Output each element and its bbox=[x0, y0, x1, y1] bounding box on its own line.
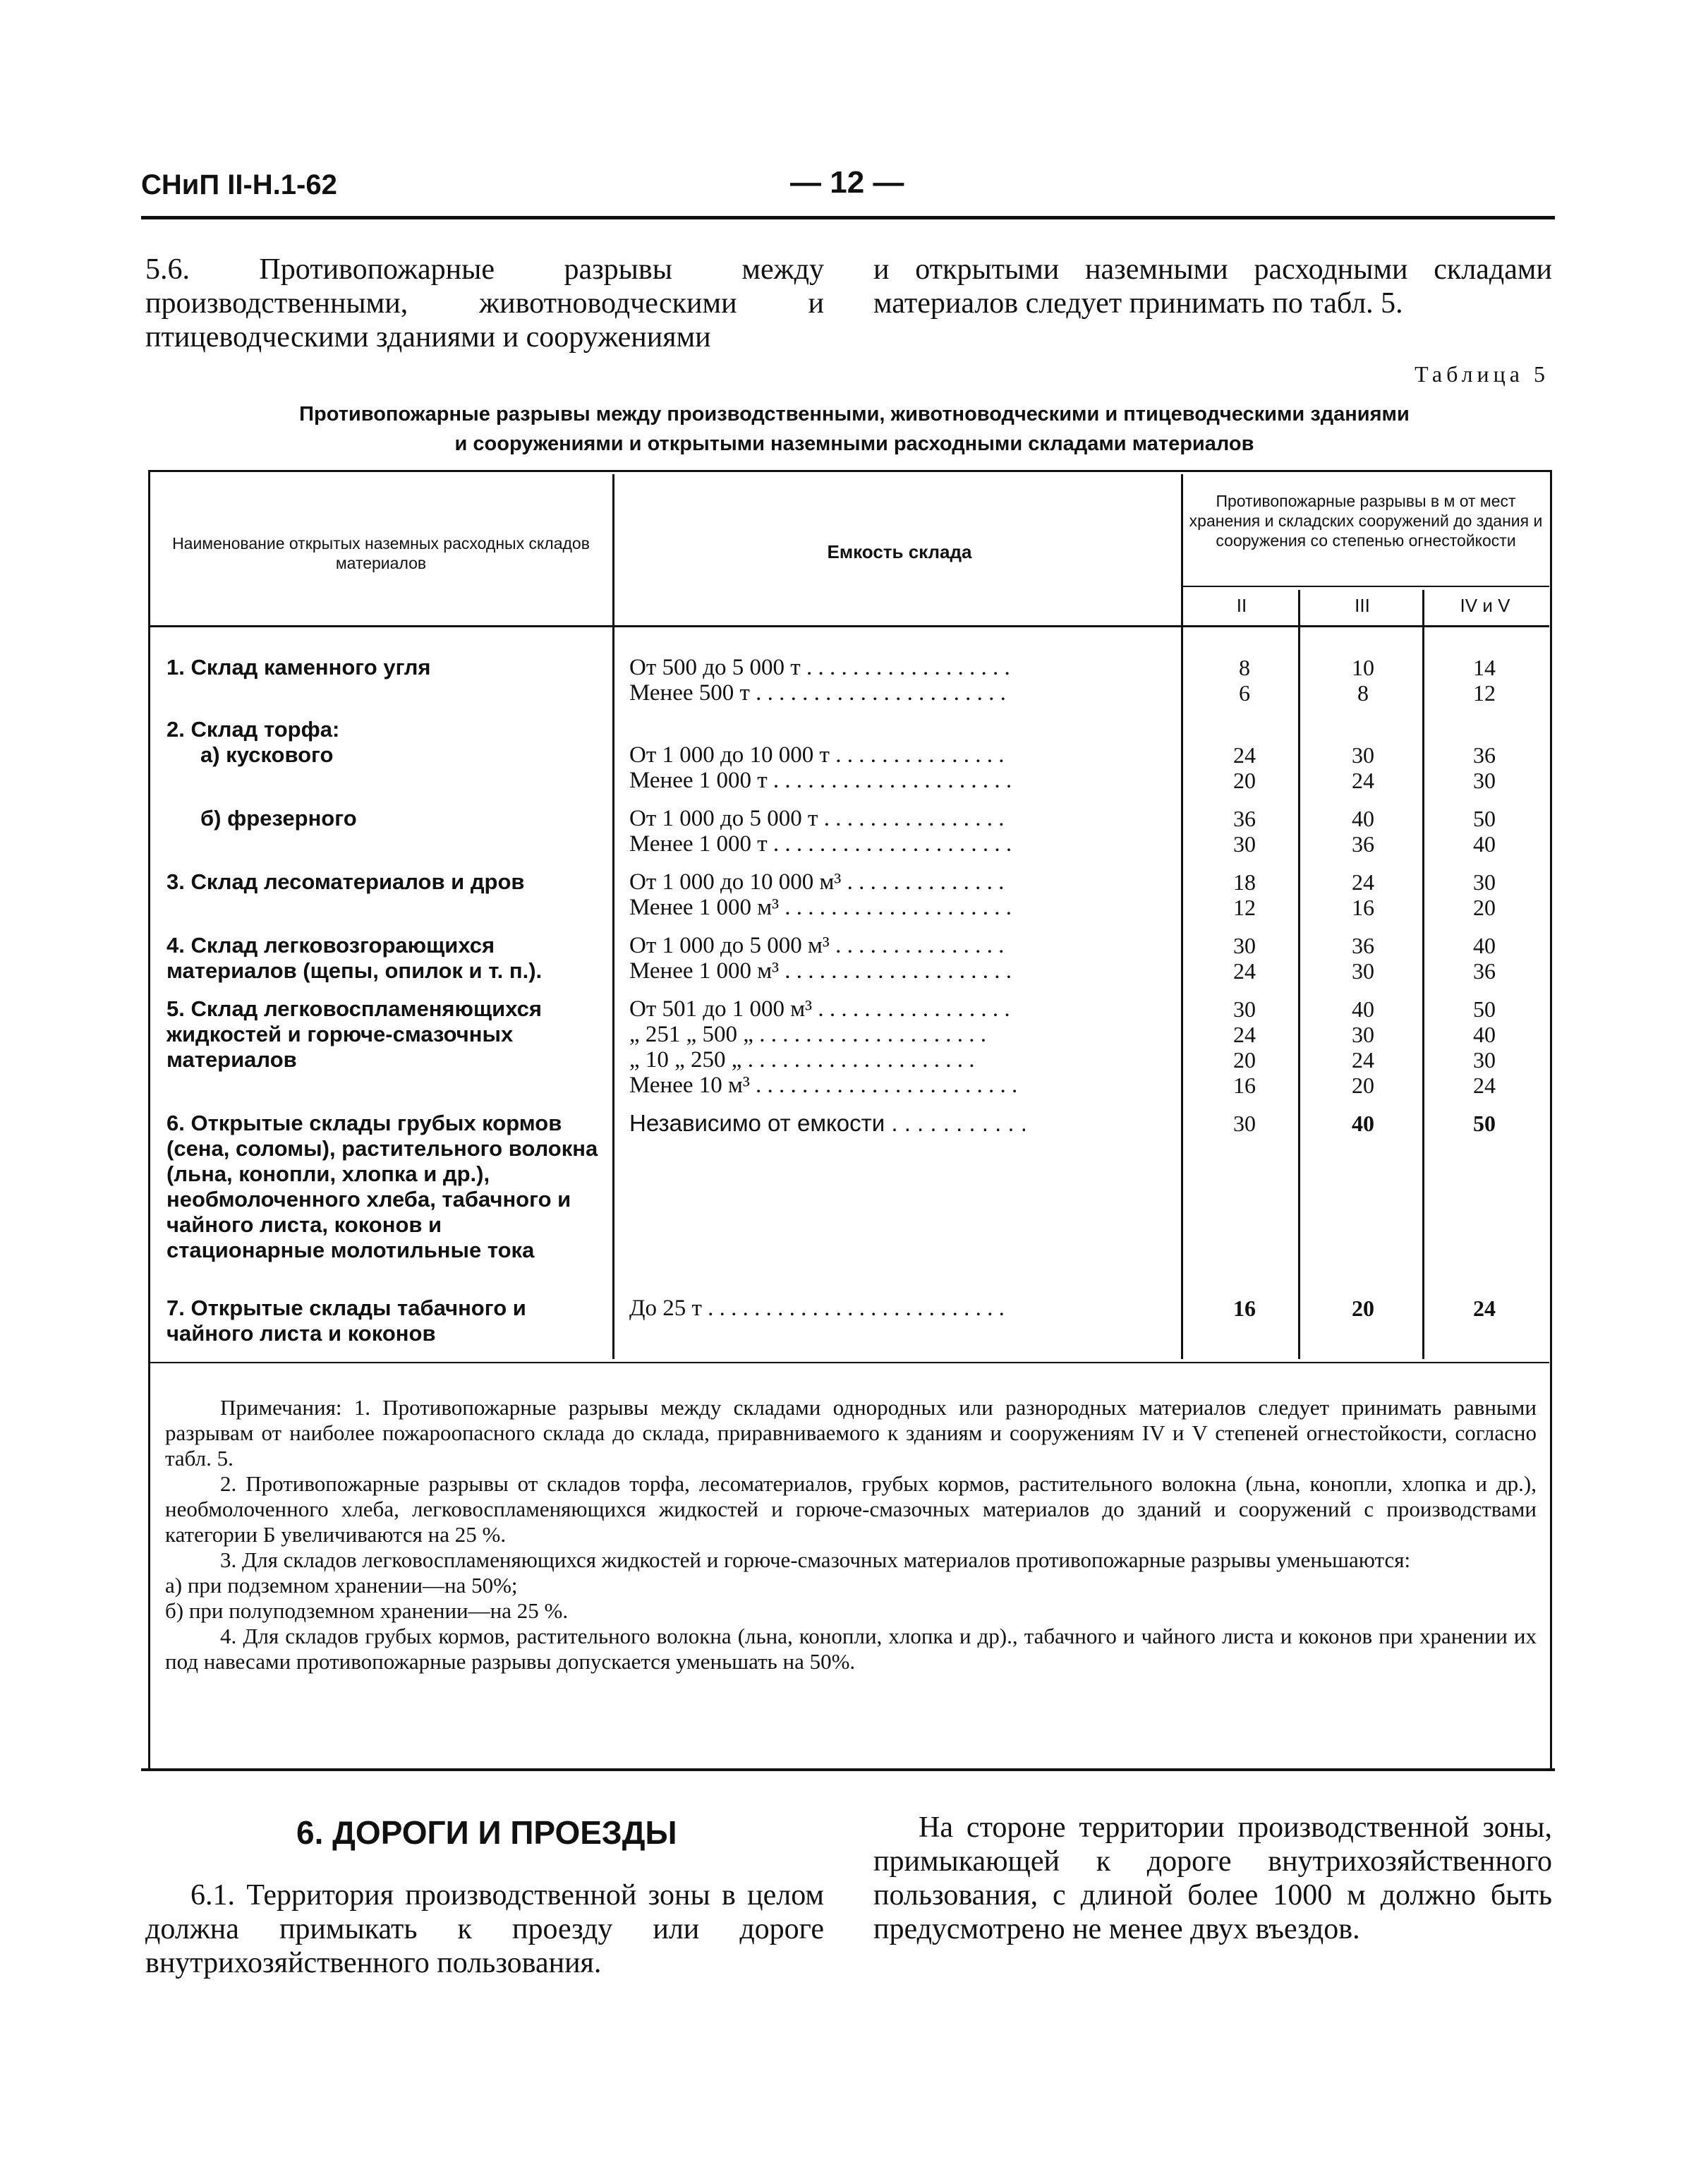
section-6-paragraph-2: На стороне территории производственной зоны, примыкающей к дороге внутрихозяйственного пользования, с длиной более 1000 м должно быть предусмотрено не менее двух въездов. bbox=[873, 1811, 1552, 1945]
value-1-IV-a: 14 bbox=[1473, 655, 1496, 680]
value-3-III-a: 24 bbox=[1352, 869, 1374, 895]
value-2b-IV-a: 50 bbox=[1473, 806, 1496, 831]
row-capacity-6: Независимо от емкости . . . . . . . . . . . bbox=[629, 1111, 1027, 1136]
note-3b: б) при полуподземном хранении—на 25 %. bbox=[165, 1598, 569, 1623]
value-5-IV-c: 30 bbox=[1473, 1047, 1496, 1073]
value-2a-II-b: 20 bbox=[1233, 768, 1256, 793]
value-6-III: 40 bbox=[1352, 1111, 1374, 1136]
table-label: Таблица 5 bbox=[1415, 361, 1549, 387]
value-1-IV-b: 12 bbox=[1473, 680, 1496, 706]
value-7-IV: 24 bbox=[1473, 1296, 1496, 1321]
sub-header-II: II bbox=[1236, 595, 1247, 616]
note-4: 4. Для складов грубых кормов, растительного волокна (льна, конопли, хлопка и др)., табачного и чайного листа и коконов при хранении их под навесами противопожарные разрывы допускается уменьшать на 50%. bbox=[165, 1624, 1537, 1674]
document-code: СНиП II-Н.1-62 bbox=[141, 169, 337, 200]
header-split-line bbox=[1182, 586, 1549, 587]
note-1: Примечания: 1. Противопожарные разрывы между складами однородных или разнородных материалов следует принимать равными разрывам от наиболее пожароопасного склада до склада, приравниваемого к зданиям и сооружениям IV и V степеней огнестойкости, согласно табл. 5. bbox=[165, 1395, 1537, 1471]
sub-header-IV-V: IV и V bbox=[1460, 595, 1510, 616]
value-5-III-c: 24 bbox=[1352, 1047, 1374, 1073]
section-6-title: 6. ДОРОГИ И ПРОЕЗДЫ bbox=[296, 1814, 677, 1851]
row-name-1: 1. Склад каменного угля bbox=[166, 655, 431, 680]
note-3a: а) при подземном хранении—на 50%; bbox=[165, 1573, 518, 1598]
section-6-paragraph-1: 6.1. Территория производственной зоны в целом должна примыкать к проезду или дороге внутрихозяйственного пользования. bbox=[145, 1879, 824, 1979]
value-3-IV-a: 30 bbox=[1473, 869, 1496, 895]
value-5-II-c: 20 bbox=[1233, 1047, 1256, 1073]
row-capacity-4-1: От 1 000 до 5 000 м³ . . . . . . . . . . . . . . . bbox=[629, 933, 1005, 958]
value-3-II-b: 12 bbox=[1233, 895, 1256, 920]
row-name-4: 4. Склад легковозгорающихся материалов (щепы, опилок и т. п.). bbox=[166, 933, 543, 983]
row-capacity-5-2: „ 251 „ 500 „ . . . . . . . . . . . . . . . . . . . . bbox=[629, 1022, 986, 1047]
value-2b-IV-b: 40 bbox=[1473, 831, 1496, 857]
value-2b-III-b: 36 bbox=[1352, 831, 1374, 857]
value-4-IV-a: 40 bbox=[1473, 933, 1496, 958]
value-3-II-a: 18 bbox=[1233, 869, 1256, 895]
table-title-line-2: и сооружениями и открытыми наземными расходными складами материалов bbox=[454, 433, 1254, 455]
value-1-II-b: 6 bbox=[1239, 680, 1250, 706]
row-capacity-5-3: „ 10 „ 250 „ . . . . . . . . . . . . . . . . . . . . bbox=[629, 1047, 975, 1073]
value-7-III: 20 bbox=[1352, 1296, 1374, 1321]
intro-left-paragraph: 5.6. Противопожарные разрывы между производственными, животноводческими и птицеводческими зданиями и сооружениями bbox=[145, 253, 824, 354]
row-capacity-1a: От 500 до 5 000 т . . . . . . . . . . . . . . . . . . bbox=[629, 655, 1010, 680]
value-5-III-d: 20 bbox=[1352, 1073, 1374, 1098]
value-5-III-b: 30 bbox=[1352, 1022, 1374, 1047]
value-6-II: 30 bbox=[1233, 1111, 1256, 1136]
value-5-IV-d: 24 bbox=[1473, 1073, 1496, 1098]
col-header-name: Наименование открытых наземных расходных складов материалов bbox=[172, 534, 590, 572]
row-capacity-3-2: Менее 1 000 м³ . . . . . . . . . . . . . . . . . . . . bbox=[629, 895, 1012, 920]
row-capacity-2b-1: От 1 000 до 5 000 т . . . . . . . . . . . . . . . . bbox=[629, 806, 1005, 831]
value-2b-II-b: 30 bbox=[1233, 831, 1256, 857]
value-4-IV-b: 36 bbox=[1473, 958, 1496, 984]
value-3-III-b: 16 bbox=[1352, 895, 1374, 920]
row-name-6: 6. Открытые склады грубых кормов (сена, соломы), растительного волокна (льна, конопли, хлопка и др.), необмолоченного хлеба, табачного и чайного листа, коконов и стационарные молотильные тока bbox=[166, 1111, 598, 1262]
table-bottom-rule bbox=[141, 1768, 1555, 1771]
value-5-II-b: 24 bbox=[1233, 1022, 1256, 1047]
value-2b-III-a: 40 bbox=[1352, 806, 1374, 831]
row-capacity-3-1: От 1 000 до 10 000 м³ . . . . . . . . . . . . . . bbox=[629, 869, 1005, 895]
row-name-2b: б) фрезерного bbox=[200, 806, 357, 831]
header-rule bbox=[141, 216, 1555, 219]
row-capacity-2a-1: От 1 000 до 10 000 т . . . . . . . . . . . . . . . bbox=[629, 742, 1005, 768]
value-2a-III-b: 24 bbox=[1352, 768, 1374, 793]
col-header-distances: Противопожарные разрывы в м от мест хранения и складских сооружений до здания и сооружения со степенью огнестойкости bbox=[1189, 492, 1543, 550]
value-4-III-a: 36 bbox=[1352, 933, 1374, 958]
col-separator-3 bbox=[1298, 590, 1300, 1359]
row-capacity-2a-2: Менее 1 000 т . . . . . . . . . . . . . . . . . . . . . bbox=[629, 768, 1012, 793]
row-name-7: 7. Открытые склады табачного и чайного листа и коконов bbox=[166, 1296, 526, 1346]
value-1-III-a: 10 bbox=[1352, 655, 1374, 680]
value-4-III-b: 30 bbox=[1352, 958, 1374, 984]
value-1-III-b: 8 bbox=[1357, 680, 1369, 706]
value-5-IV-b: 40 bbox=[1473, 1022, 1496, 1047]
col-separator-2 bbox=[1181, 474, 1183, 1359]
value-7-II: 16 bbox=[1233, 1296, 1256, 1321]
intro-right-paragraph: и открытыми наземными расходными складами материалов следует принимать по табл. 5. bbox=[873, 253, 1552, 320]
value-5-III-a: 40 bbox=[1352, 996, 1374, 1022]
row-name-2a: а) кускового bbox=[200, 742, 334, 767]
col-separator-1 bbox=[612, 474, 614, 1359]
value-2a-III-a: 30 bbox=[1352, 742, 1374, 768]
col-separator-4 bbox=[1422, 590, 1424, 1359]
table-title bbox=[166, 399, 1542, 459]
note-2: 2. Противопожарные разрывы от складов торфа, лесоматериалов, грубых кормов, растительного волокна (льна, конопли, хлопка и др.), необмолоченного хлеба, легковоспламеняющихся жидкостей и горюче-смазочных материалов до зданий и сооружений с производствами категории Б увеличиваются на 25 %. bbox=[165, 1471, 1537, 1547]
sub-header-III: III bbox=[1355, 595, 1370, 616]
value-2a-IV-b: 30 bbox=[1473, 768, 1496, 793]
value-5-IV-a: 50 bbox=[1473, 996, 1496, 1022]
row-name-5: 5. Склад легковоспламеняющихся жидкостей и горюче-смазочных материалов bbox=[166, 996, 542, 1072]
note-3: 3. Для складов легковоспламеняющихся жидкостей и горюче-смазочных материалов противопожарные разрывы уменьшаются: bbox=[220, 1547, 1411, 1572]
row-capacity-1b: Менее 500 т . . . . . . . . . . . . . . . . . . . . . . bbox=[629, 680, 1006, 706]
value-1-II-a: 8 bbox=[1239, 655, 1250, 680]
row-name-3: 3. Склад лесоматериалов и дров bbox=[166, 869, 525, 894]
value-2a-II-a: 24 bbox=[1233, 742, 1256, 768]
value-5-II-a: 30 bbox=[1233, 996, 1256, 1022]
header-bottom-line bbox=[150, 625, 1549, 627]
row-name-2: 2. Склад торфа: bbox=[166, 717, 340, 742]
value-4-II-a: 30 bbox=[1233, 933, 1256, 958]
table-notes bbox=[165, 1395, 1537, 1674]
row-capacity-4-2: Менее 1 000 м³ . . . . . . . . . . . . . . . . . . . . bbox=[629, 958, 1012, 984]
col-header-capacity: Емкость склада bbox=[827, 541, 972, 562]
row-capacity-7: До 25 т . . . . . . . . . . . . . . . . . . . . . . . . . . bbox=[629, 1296, 1005, 1321]
value-3-IV-b: 20 bbox=[1473, 895, 1496, 920]
value-6-IV: 50 bbox=[1473, 1111, 1496, 1136]
row-capacity-5-4: Менее 10 м³ . . . . . . . . . . . . . . . . . . . . . . . bbox=[629, 1073, 1018, 1098]
value-4-II-b: 24 bbox=[1233, 958, 1256, 984]
page-number: — 12 — bbox=[790, 165, 904, 200]
notes-top-line bbox=[150, 1362, 1549, 1363]
value-2a-IV-a: 36 bbox=[1473, 742, 1496, 768]
table-title-line-1: Противопожарные разрывы между производственными, животноводческими и птицеводческими зданиями bbox=[299, 403, 1410, 425]
row-capacity-2b-2: Менее 1 000 т . . . . . . . . . . . . . . . . . . . . . bbox=[629, 831, 1012, 857]
value-5-II-d: 16 bbox=[1233, 1073, 1256, 1098]
row-capacity-5-1: От 501 до 1 000 м³ . . . . . . . . . . . . . . . . . bbox=[629, 996, 1010, 1022]
value-2b-II-a: 36 bbox=[1233, 806, 1256, 831]
